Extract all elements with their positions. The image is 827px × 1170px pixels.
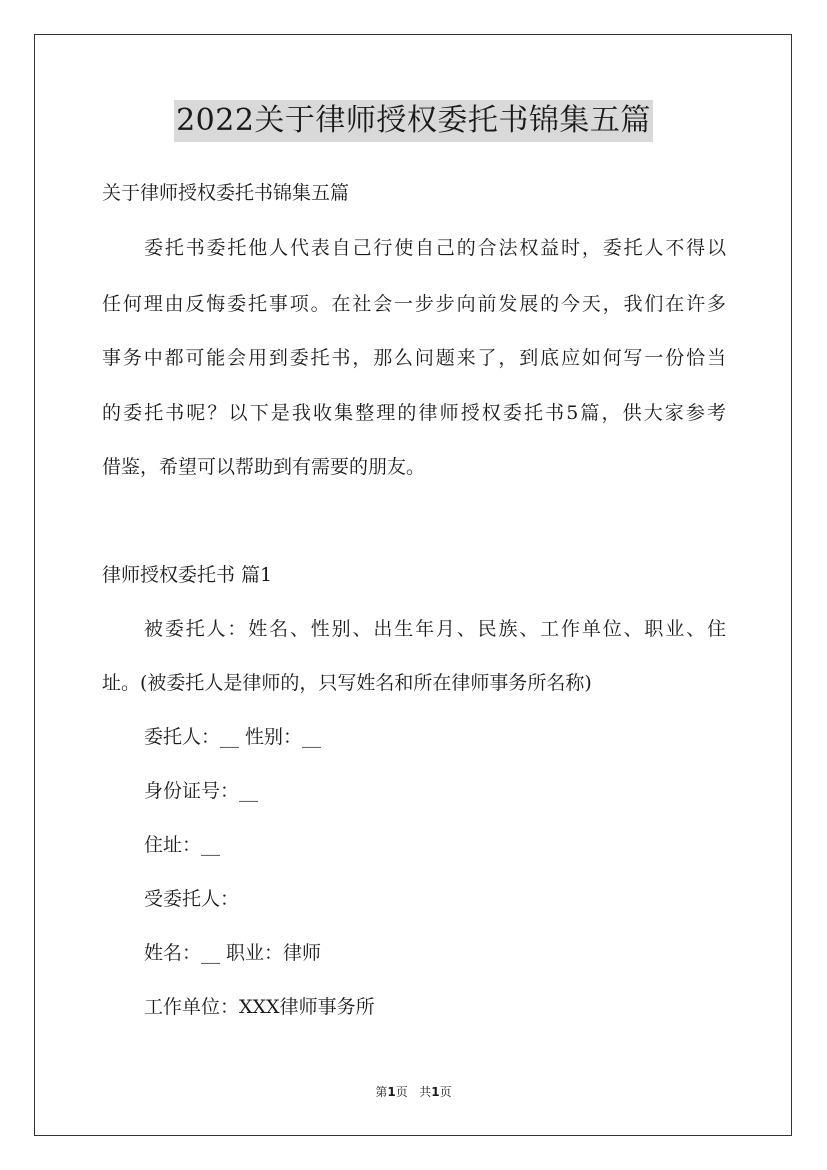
- form-field-agent: 受委托人：: [144, 888, 240, 910]
- document-subtitle: 关于律师授权委托书锦集五篇: [102, 182, 350, 204]
- form-field-workplace: 工作单位：XXX律师事务所: [144, 996, 375, 1018]
- page-suffix: 页: [395, 1085, 408, 1099]
- total-prefix: 共: [419, 1085, 432, 1099]
- page-footer: [0, 1083, 827, 1100]
- section-heading: 律师授权委托书 篇1: [102, 564, 273, 586]
- intro-line: 事务中都可能会用到委托书，那么问题来了，到底应如何写一份恰当: [102, 347, 726, 369]
- intro-line: 委托书委托他人代表自己行使自己的合法权益时，委托人不得以: [144, 237, 726, 259]
- intro-line: 借鉴，希望可以帮助到有需要的朋友。: [102, 456, 426, 478]
- section-line: 址。(被委托人是律师的，只写姓名和所在律师事务所名称): [102, 672, 592, 694]
- form-field-address: 住址：__: [144, 834, 221, 856]
- form-field-agent-name: 姓名：__ 职业：律师: [144, 942, 322, 964]
- form-field-id-number: 身份证号：__: [144, 780, 259, 802]
- document-title: 2022关于律师授权委托书锦集五篇: [174, 100, 653, 142]
- total-pages: 1: [431, 1085, 440, 1099]
- page-number: 1: [387, 1085, 396, 1099]
- intro-line: 任何理由反悔委托事项。在社会一步步向前发展的今天，我们在许多: [102, 293, 726, 315]
- document-body: [102, 0, 726, 1170]
- intro-line: 的委托书呢？以下是我收集整理的律师授权委托书5篇，供大家参考: [102, 402, 726, 424]
- form-field-principal: 委托人：__ 性别：__: [144, 726, 322, 748]
- page-prefix: 第: [375, 1085, 388, 1099]
- section-line: 被委托人：姓名、性别、出生年月、民族、工作单位、职业、住: [144, 618, 726, 640]
- total-suffix: 页: [439, 1085, 452, 1099]
